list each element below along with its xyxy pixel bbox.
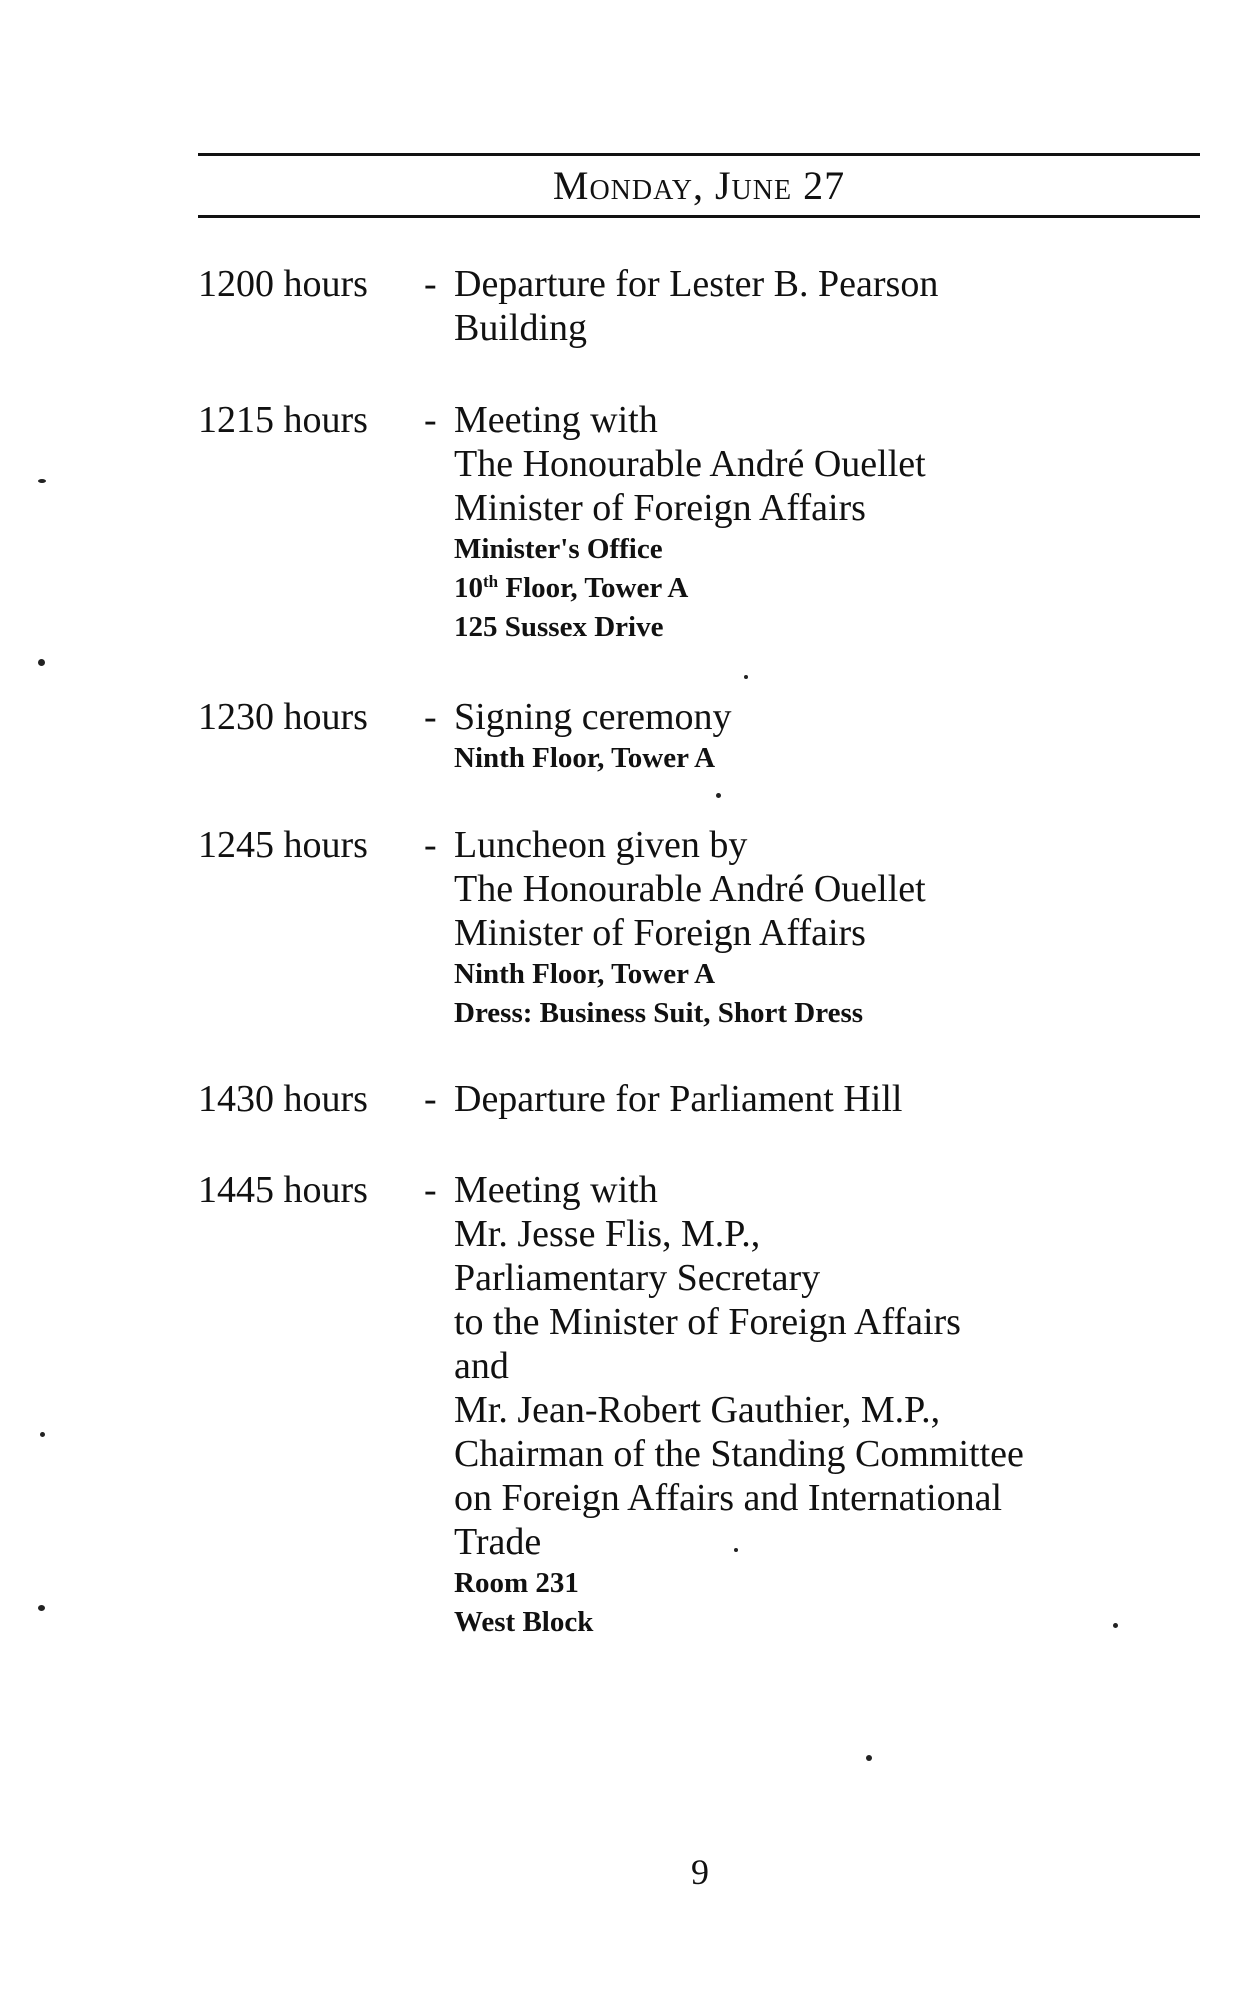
entry-dash: -: [424, 263, 437, 305]
entry-location: Ninth Floor, Tower A: [454, 958, 716, 990]
entry-location: Room 231: [454, 1567, 579, 1599]
entry-line: The Honourable André Ouellet: [454, 443, 926, 485]
page-number: 9: [691, 1852, 709, 1892]
entry-details: [454, 1077, 1214, 1121]
scan-speck: [866, 1755, 872, 1761]
entry-location: West Block: [454, 1606, 594, 1638]
entry-line: on Foreign Affairs and International: [454, 1477, 1003, 1519]
entry-location: Ninth Floor, Tower A: [454, 742, 716, 774]
entry-location: 125 Sussex Drive: [454, 611, 664, 643]
entry-line: Parliamentary Secretary: [454, 1257, 821, 1299]
entry-line: to the Minister of Foreign Affairs: [454, 1301, 961, 1343]
heading-top-rule: [198, 153, 1200, 156]
entry-line: and: [454, 1345, 509, 1387]
scan-speck: [1113, 1623, 1118, 1628]
entry-line: Departure for Lester B. Pearson: [454, 263, 939, 305]
entry-time: 1430 hours: [198, 1078, 368, 1120]
scan-speck: [38, 659, 45, 666]
entry-time: 1245 hours: [198, 824, 368, 866]
floor-text: Floor, Tower A: [505, 572, 689, 604]
entry-dash: -: [424, 1078, 437, 1120]
heading-bottom-rule: [198, 215, 1200, 218]
entry-line: Departure for Parliament Hill: [454, 1078, 903, 1120]
entry-line: Mr. Jesse Flis, M.P.,: [454, 1213, 761, 1255]
scan-speck: [40, 1432, 45, 1437]
entry-line: The Honourable André Ouellet: [454, 868, 926, 910]
entry-details: [454, 1168, 1214, 1642]
entry-line: Minister of Foreign Affairs: [454, 487, 866, 529]
entry-details: [454, 262, 1214, 350]
entry-details: [454, 398, 1214, 647]
entry-time: 1200 hours: [198, 263, 368, 305]
entry-location: Dress: Business Suit, Short Dress: [454, 997, 864, 1029]
entry-dash: -: [424, 824, 437, 866]
entry-time: 1445 hours: [198, 1169, 368, 1211]
entry-time: 1215 hours: [198, 399, 368, 441]
scan-speck: [734, 1548, 738, 1552]
floor-suffix: th: [483, 572, 499, 591]
entry-line: Luncheon given by: [454, 824, 748, 866]
entry-dash: -: [424, 399, 437, 441]
entry-line: Building: [454, 307, 588, 349]
scan-speck: [38, 479, 46, 483]
entry-line: Meeting with: [454, 1169, 658, 1211]
entry-location: Minister's Office: [454, 533, 663, 565]
floor-number: 10: [454, 572, 483, 604]
day-heading: Monday, June 27: [552, 163, 846, 208]
entry-location-floor: [454, 569, 1214, 608]
entry-time: 1230 hours: [198, 696, 368, 738]
entry-line: Meeting with: [454, 399, 658, 441]
entry-line: Chairman of the Standing Committee: [454, 1433, 1024, 1475]
entry-line: Signing ceremony: [454, 696, 732, 738]
entry-details: [454, 695, 1214, 778]
entry-dash: -: [424, 696, 437, 738]
entry-line: Minister of Foreign Affairs: [454, 912, 866, 954]
entry-line: Trade: [454, 1521, 542, 1563]
scan-speck: [744, 675, 748, 679]
entry-details: [454, 823, 1214, 1033]
entry-line: Mr. Jean-Robert Gauthier, M.P.,: [454, 1389, 941, 1431]
entry-dash: -: [424, 1169, 437, 1211]
scan-speck: [716, 793, 721, 798]
scan-speck: [38, 1605, 45, 1611]
